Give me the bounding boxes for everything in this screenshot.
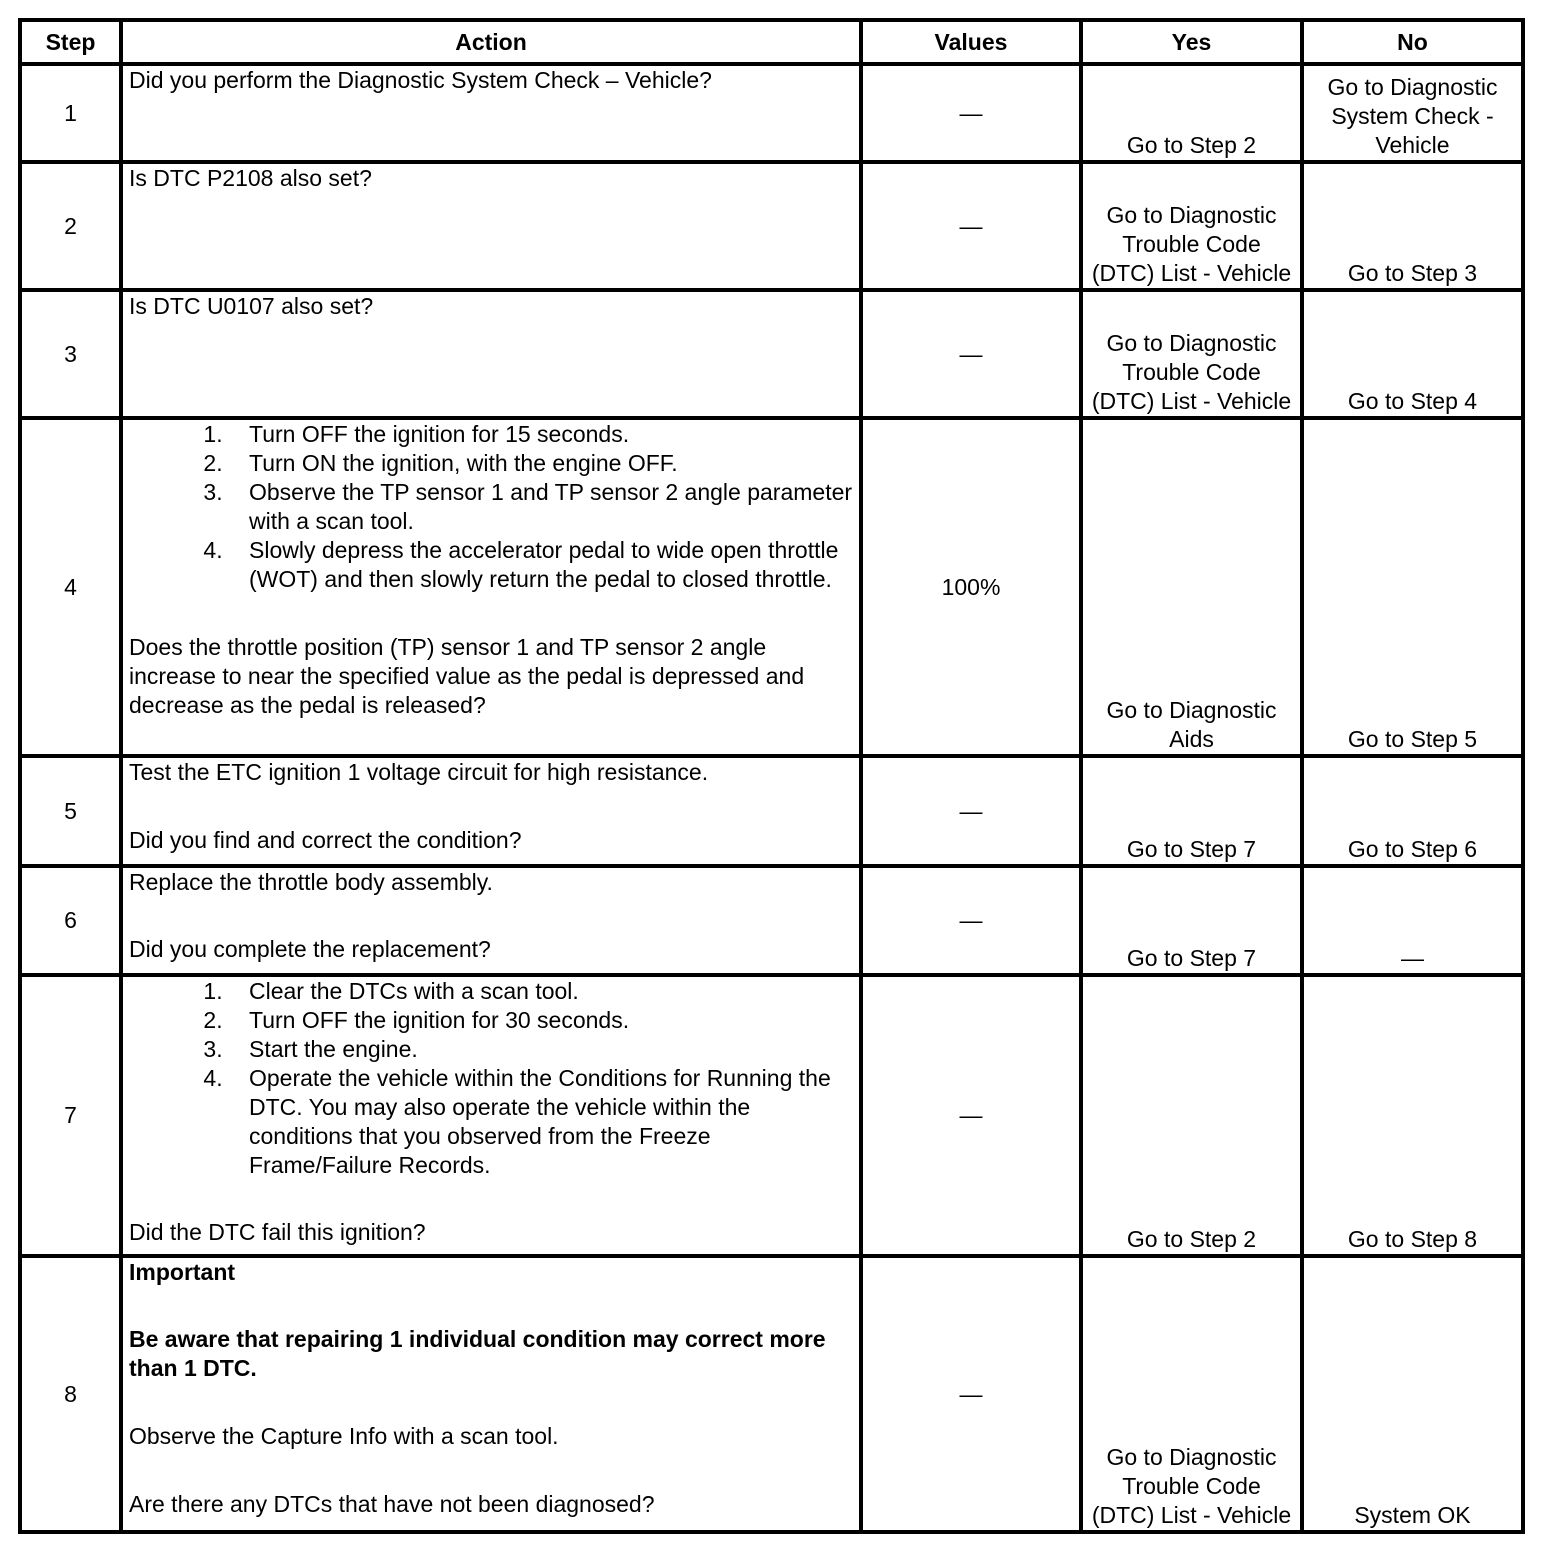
step-number: 5 [20,756,121,866]
action-text: Test the ETC ignition 1 voltage circuit for high resistance. [129,759,709,785]
yes-cell: Go to Diagnostic Aids [1081,418,1302,756]
value-cell: 100% [861,418,1081,756]
table-row [20,975,1523,1256]
value-cell: — [861,866,1081,975]
yes-cell: Go to Step 7 [1081,866,1302,975]
yes-cell: Go to Diagnostic Trouble Code (DTC) List - Vehicle [1081,290,1302,418]
procedure-list [129,977,853,1180]
header-step: Step [20,20,121,64]
action-text: Replace the throttle body assembly. [129,869,493,895]
action-text: Observe the Capture Info with a scan tool. [129,1423,559,1449]
value-cell: — [861,290,1081,418]
header-action: Action [121,20,861,64]
action-text: Is DTC P2108 also set? [121,162,861,290]
diagnostic-table [18,18,1525,1534]
list-item: 2. Turn OFF the ignition for 30 seconds. [229,1006,853,1035]
table-row [20,866,1523,975]
list-item: 1. Clear the DTCs with a scan tool. [229,977,853,1006]
no-cell: Go to Step 8 [1302,975,1523,1256]
diagnostic-table-document [18,18,1525,1534]
table-row [20,290,1523,418]
value-cell: — [861,1256,1081,1532]
question-text: Did you find and correct the condition? [129,827,522,853]
question-text: Did you complete the replacement? [129,936,491,962]
question-text: Does the throttle position (TP) sensor 1 and TP sensor 2 angle increase to near the specified value as the pedal is depressed and decrease as the pedal is released? [129,634,805,718]
value-cell: — [861,756,1081,866]
step-number: 3 [20,290,121,418]
no-cell: Go to Step 3 [1302,162,1523,290]
question-text: Are there any DTCs that have not been diagnosed? [129,1491,655,1517]
action-text: Is DTC U0107 also set? [121,290,861,418]
list-item: 4. Slowly depress the accelerator pedal to wide open throttle (WOT) and then slowly return the pedal to closed throttle. [229,536,853,594]
value-cell: — [861,162,1081,290]
question-text: Did the DTC fail this ignition? [129,1219,426,1245]
list-item: 3. Observe the TP sensor 1 and TP sensor 2 angle parameter with a scan tool. [229,478,853,536]
header-values: Values [861,20,1081,64]
important-title: Important [129,1259,236,1285]
action-cell [121,418,861,756]
no-cell: Go to Step 5 [1302,418,1523,756]
no-cell: Go to Step 4 [1302,290,1523,418]
action-cell [121,866,861,975]
table-row [20,1256,1523,1532]
action-cell [121,756,861,866]
yes-cell: Go to Step 2 [1081,975,1302,1256]
step-number: 1 [20,64,121,162]
table-row [20,418,1523,756]
header-row [20,20,1523,64]
list-item: 2. Turn ON the ignition, with the engine OFF. [229,449,853,478]
procedure-list [129,420,853,594]
no-cell: Go to Diagnostic System Check - Vehicle [1302,64,1523,162]
yes-cell: Go to Step 2 [1081,64,1302,162]
step-number: 8 [20,1256,121,1532]
list-item: 1. Turn OFF the ignition for 15 seconds. [229,420,853,449]
value-cell: — [861,975,1081,1256]
table-row [20,756,1523,866]
yes-cell: Go to Step 7 [1081,756,1302,866]
important-text: Be aware that repairing 1 individual condition may correct more than 1 DTC. [129,1326,826,1381]
list-item: 4. Operate the vehicle within the Conditions for Running the DTC. You may also operate the vehicle within the conditions that you observed from the Freeze Frame/Failure Records. [229,1064,853,1180]
table-row [20,64,1523,162]
no-cell: System OK [1302,1256,1523,1532]
step-number: 4 [20,418,121,756]
header-yes: Yes [1081,20,1302,64]
yes-cell: Go to Diagnostic Trouble Code (DTC) List - Vehicle [1081,1256,1302,1532]
step-number: 7 [20,975,121,1256]
action-cell [121,975,861,1256]
no-cell: — [1302,866,1523,975]
step-number: 6 [20,866,121,975]
yes-cell: Go to Diagnostic Trouble Code (DTC) List - Vehicle [1081,162,1302,290]
table-row [20,162,1523,290]
list-item: 3. Start the engine. [229,1035,853,1064]
step-number: 2 [20,162,121,290]
action-cell [121,1256,861,1532]
header-no: No [1302,20,1523,64]
value-cell: — [861,64,1081,162]
no-cell: Go to Step 6 [1302,756,1523,866]
action-text: Did you perform the Diagnostic System Check – Vehicle? [121,64,861,162]
